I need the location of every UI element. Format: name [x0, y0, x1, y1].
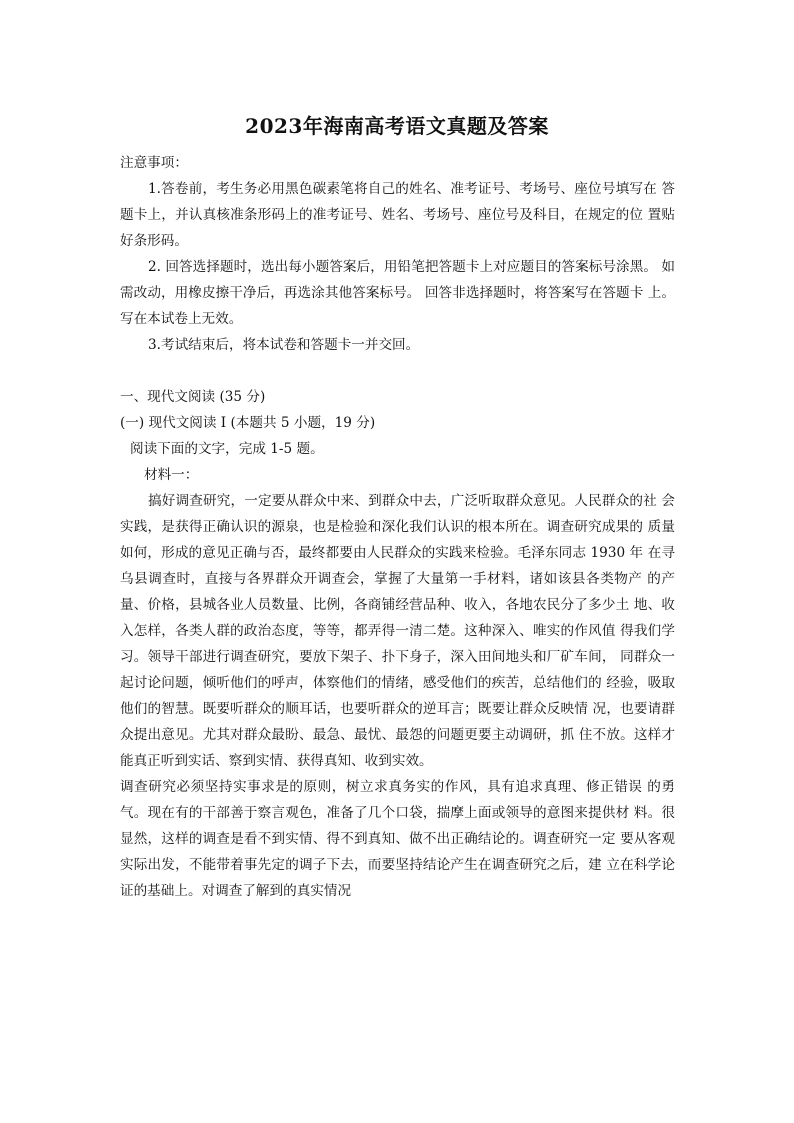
material-label: 材料一：: [144, 467, 199, 483]
subsection-heading: (一) 现代文阅读 I (本题共 5 小题，19 分): [120, 415, 376, 431]
notice-item-3: 3.考试结束后，将本试卷和答题卡一并交回。: [148, 337, 420, 353]
notice-heading: 注意事项：: [120, 155, 188, 171]
document-body: [120, 150, 675, 904]
notice-item-2: 2. 回答选择题时，选出每小题答案后，用铅笔把答题卡上对应题目的答案标号涂黑。 如需改动，用橡皮擦干净后，再选涂其他答案标号。 回答非选择题时，将答案写在答题卡 上。写在本试卷上无效。: [120, 259, 675, 327]
section-spacer: [120, 358, 675, 384]
material-paragraph-1: 搞好调查研究，一定要从群众中来、到群众中去，广泛听取群众意见。人民群众的社 会实践，是获得正确认识的源泉，也是检验和深化我们认识的根本所在。调查研究成果的 质量如何，形成的意见正确与否，最终都要由人民群众的实践来检验。毛泽东同志 1930 年 在寻乌县调查时，直接与各界群众开调查会，掌握了大量第一手材料，诸如该县各类物产 的产量、价格，县城各业人员数量、比例，各商铺经营品种、收入，各地农民分了多少土 地、收入怎样，各类人群的政治态度，等等，都弄得一清二楚。这种深入、唯实的作风值 得我们学习。领导干部进行调查研究，要放下架子、扑下身子，深入田间地头和厂矿车间， 同群众一起讨论问题，倾听他们的呼声，体察他们的情绪，感受他们的疾苦，总结他们的 经验，吸取他们的智慧。既要听群众的顺耳话，也要听群众的逆耳言；既要让群众反映情 况，也要请群众提出意见。尤其对群众最盼、最急、最忧、最怨的问题更要主动调研，抓 住不放。这样才能真正听到实话、察到实情、获得真知、收到实效。: [120, 493, 675, 769]
section-heading: 一、现代文阅读 (35 分): [120, 389, 266, 405]
reading-instruction: 阅读下面的文字，完成 1-5 题。: [130, 441, 324, 457]
document-title: 2023年海南高考语文真题及答案: [245, 114, 549, 138]
notice-item-1: 1.答卷前，考生务必用黑色碳素笔将自己的姓名、准考证号、考场号、座位号填写在 答题卡上，并认真核准条形码上的准考证号、姓名、考场号、座位号及科目，在规定的位 置贴好条形码。: [120, 181, 675, 249]
material-paragraph-2: 调查研究必须坚持实事求是的原则，树立求真务实的作风，具有追求真理、修正错误 的勇气。现在有的干部善于察言观色，准备了几个口袋，揣摩上面或领导的意图来提供材 料。很显然，这样的调查是看不到实情、得不到真知、做不出正确结论的。调查研究一定 要从客观实际出发，不能带着事先定的调子下去，而要坚持结论产生在调查研究之后，建 立在科学论证的基础上。对调查了解到的真实情况: [120, 779, 675, 899]
